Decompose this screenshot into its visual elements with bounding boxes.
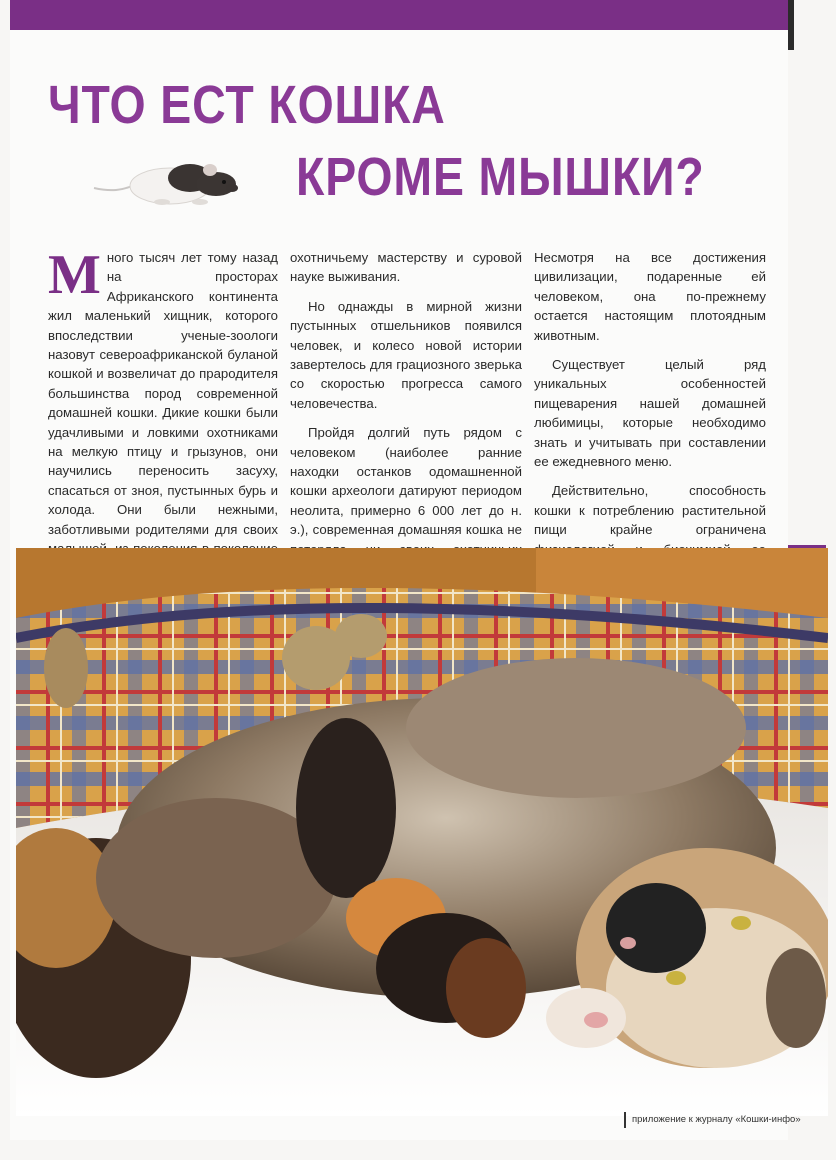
- article-paragraph: Действительно, способность кошки к потреблению растительной пищи крайне ограничена: [534, 483, 766, 538]
- top-band-marker: [788, 0, 794, 50]
- rat-illustration: [92, 148, 252, 220]
- top-color-band: [10, 0, 788, 30]
- article-paragraph: Существует целый ряд уникальных особенностей пищеварения нашей домашней любимицы, которые необходимо знать и учитывать при составлении ее ежедневного меню.: [534, 357, 766, 470]
- article-paragraph: охотничьему мастерству и суровой науке выживания.: [290, 250, 522, 285]
- article-paragraph: Пройдя долгий путь рядом с человеком (наиболее ранние находки останков одомашненной кошки археологи датируют периодом неолита, примерно 6 000 лет до н. э.), современная домашняя кошка не: [290, 425, 522, 538]
- headline-line-1: ЧТО ЕСТ КОШКА: [48, 75, 446, 135]
- article-paragraph: Несмотря на все достижения цивилизации, подаренные ей человеком, она по-прежнему остается настоящим плотоядным животным.: [534, 250, 766, 343]
- drop-cap: М: [48, 244, 101, 306]
- footer-divider: [624, 1112, 626, 1128]
- article-paragraph: [48, 244, 278, 578]
- cat-with-kittens-photo: [16, 548, 828, 1116]
- article-paragraph: Но однажды в мирной жизни пустынных отшельников появился человек, и колесо новой истории завертелось для грациозного зверька со скоростью прогресса самого человечества.: [290, 298, 522, 411]
- headline-line-2: КРОМЕ МЫШКИ?: [296, 147, 705, 207]
- article-column-1: [48, 244, 278, 588]
- paragraph-text: ного тысяч лет тому назад на просторах Африканского континента жил маленький хищник, которого впоследствии ученые-зоологи назовут североафриканской буланой кошкой и возвеличат до прародителя большинства пород современной домашней кошки. Дикие кошки были удачливыми и ловкими охотниками на мелкую птицу и грызунов, они научились переносить засуху, спасаться от зноя, пустынных бурь и холода. Они были нежными, заботливыми родителями для своих: [48, 250, 278, 537]
- footer-caption: приложение к журналу «Кошки-инфо»: [632, 1114, 801, 1125]
